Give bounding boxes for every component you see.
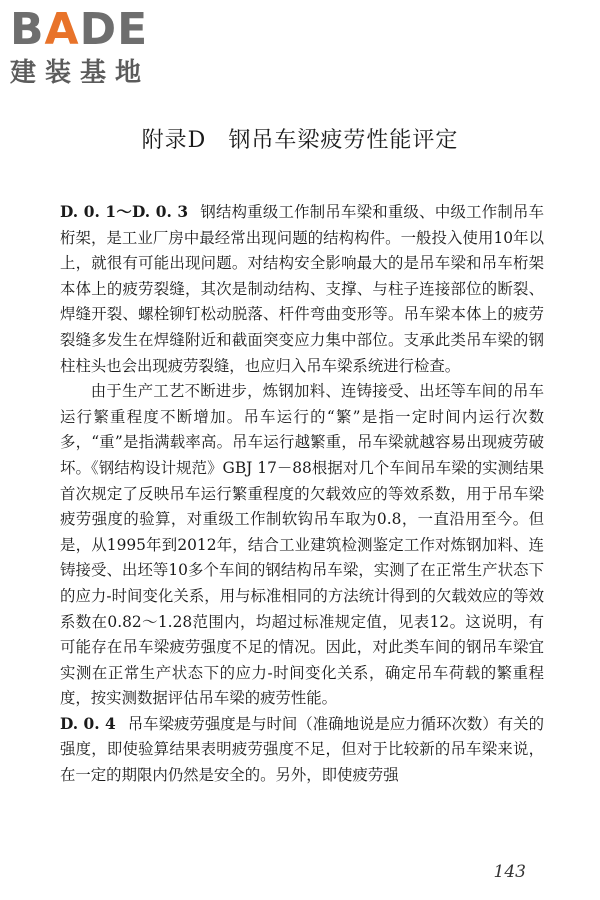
appendix-title: 钢吊车梁疲劳性能评定 xyxy=(228,128,459,153)
paragraph-text: 钢结构重级工作制吊车梁和重级、中级工作制吊车桁架，是工业厂房中最经常出现问题的结构构件。一般投入使用10年以上，就很有可能出现问题。对结构安全影响最大的是吊车梁和吊车桁架本体上的疲劳裂缝，其次是制动结构、支撑、与柱子连接部位的断裂、焊缝开裂、螺栓铆钉松动脱落、杆件弯曲变形等。吊车梁本体上的疲劳裂缝多发生在焊缝附近和截面突变应力集中部位。支承此类吊车梁的钢柱柱头也会出现疲劳裂缝，也应归入吊车梁系统进行检查。 xyxy=(60,203,544,375)
body-text xyxy=(60,200,544,789)
clause-number: D. 0. 4 xyxy=(60,714,116,733)
page-number: 143 xyxy=(493,862,526,882)
logo xyxy=(10,6,180,90)
paragraph-text: 由于生产工艺不断进步，炼钢加料、连铸接受、出坯等车间的吊车运行繁重程度不断增加。吊车运行的“繁”是指一定时间内运行次数多，“重”是指满载率高。吊车运行越繁重，吊车梁就越容易出现疲劳破坏。《钢结构设计规范》GBJ 17－88根据对几个车间吊车梁的实测结果首次规定了反映吊车运行繁重程度的欠载效应的等效系数，用于吊车梁疲劳强度的验算，对重级工作制软钩吊车取为0.8，一直沿用至今。但是，从1995年到2012年，结合工业建筑检测鉴定工作对炼钢加料、连铸接受、出坯等10多个车间的钢结构吊车梁，实测了在正常生产状态下的应力-时间变化关系，用与标准相同的方法统计得到的欠载效应的等效系数在0.82～1.28范围内，均超过标准规定值，见表12。这说明，有可能存在吊车梁疲劳强度不足的情况。因此，对此类车间的钢吊车梁宜实测在正常生产状态下的应力-时间变化关系，确定吊车荷载的繁重程度，按实测数据评估吊车梁的疲劳性能。 xyxy=(60,382,544,708)
logo-wordmark: BADE xyxy=(10,4,149,55)
paragraph-text: 吊车梁疲劳强度是与时间（准确地说是应力循环次数）有关的强度，即使验算结果表明疲劳强度不足，但对于比较新的吊车梁来说，在一定的期限内仍然是安全的。另外，即使疲劳强 xyxy=(60,714,544,785)
clause-number: D. 0. 1～D. 0. 3 xyxy=(60,203,189,221)
logo-subtitle: 建装基地 xyxy=(10,58,151,88)
paragraph-d04 xyxy=(60,712,544,789)
paragraph-d01-d03 xyxy=(60,200,544,379)
paragraph-continuation xyxy=(60,379,544,712)
page-title xyxy=(0,126,600,156)
appendix-label: 附录D xyxy=(141,128,207,153)
